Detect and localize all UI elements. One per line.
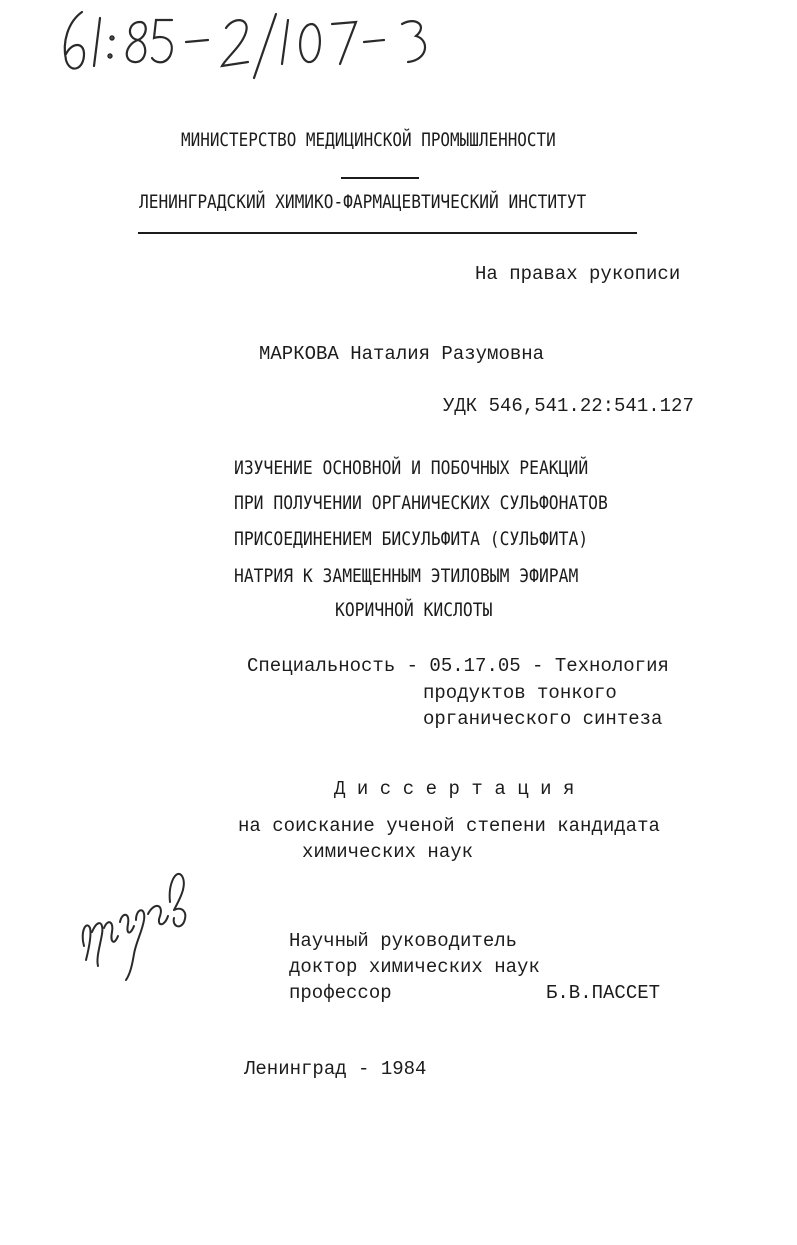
city-year: Ленинград - 1984	[244, 1058, 427, 1080]
short-divider	[341, 177, 419, 179]
manuscript-note: На правах рукописи	[475, 263, 681, 285]
title-line: ИЗУЧЕНИЕ ОСНОВНОЙ И ПОБОЧНЫХ РЕАКЦИЙ	[234, 457, 589, 479]
specialty-continuation: продуктов тонкого	[423, 682, 617, 704]
archive-code-handwriting	[50, 2, 470, 80]
specialty-continuation: органического синтеза	[423, 708, 663, 730]
signature	[74, 862, 194, 982]
specialty-line: Специальность - 05.17.05 - Технология	[247, 655, 669, 677]
udc-code: УДК 546,541.22:541.127	[443, 395, 694, 417]
ministry-heading: МИНИСТЕРСТВО МЕДИЦИНСКОЙ ПРОМЫШЛЕННОСТИ	[181, 129, 556, 151]
title-line: КОРИЧНОЙ КИСЛОТЫ	[335, 599, 493, 621]
title-line: НАТРИЯ К ЗАМЕЩЕННЫМ ЭТИЛОВЫМ ЭФИРАМ	[234, 565, 579, 587]
supervisor-title: Научный руководитель	[289, 930, 518, 952]
degree-line: на соискание ученой степени кандидата	[238, 815, 660, 837]
header-underline	[138, 232, 637, 234]
archive-code	[50, 2, 470, 80]
title-line: ПРИСОЕДИНЕНИЕМ БИСУЛЬФИТА (СУЛЬФИТА)	[234, 528, 589, 550]
dissertation-label: Диссертация	[334, 778, 586, 800]
supervisor-name: Б.В.ПАССЕТ	[546, 982, 661, 1004]
degree-line: химических наук	[302, 841, 474, 863]
signature-scribble	[74, 862, 194, 982]
supervisor-degree: доктор химических наук	[289, 956, 540, 978]
title-line: ПРИ ПОЛУЧЕНИИ ОРГАНИЧЕСКИХ СУЛЬФОНАТОВ	[234, 492, 608, 514]
author-name: МАРКОВА Наталия Разумовна	[259, 343, 545, 365]
institute-heading: ЛЕНИНГРАДСКИЙ ХИМИКО-ФАРМАЦЕВТИЧЕСКИЙ ИНСТИТУТ	[139, 191, 587, 213]
supervisor-rank: профессор	[289, 982, 392, 1004]
